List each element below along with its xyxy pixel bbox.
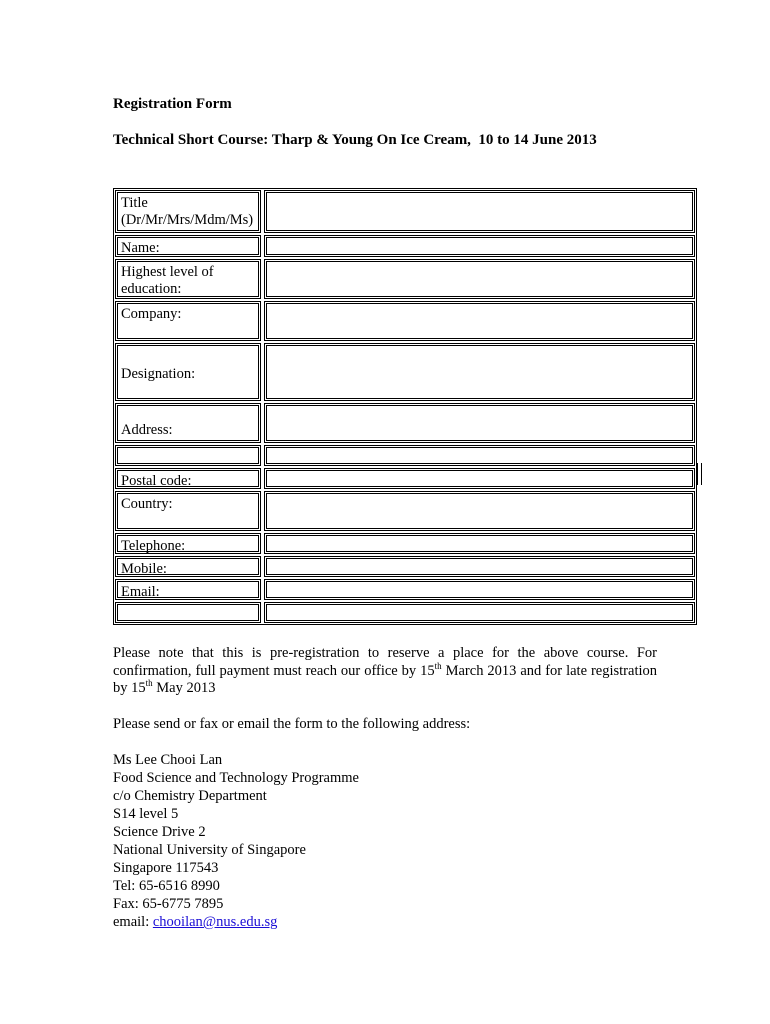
- postal-code-field[interactable]: [264, 468, 695, 489]
- ordinal-suffix: th: [434, 660, 442, 671]
- table-row: [115, 491, 695, 531]
- registration-table: [113, 188, 697, 625]
- education-field[interactable]: [264, 259, 695, 299]
- course-subheading: Technical Short Course: Tharp & Young On Ice Cream, 10 to 14 June 2013: [113, 132, 597, 148]
- table-row: [115, 602, 695, 623]
- table-row: [115, 343, 695, 401]
- note-text: March 2013 and for late registration by 15: [113, 662, 657, 696]
- ordinal-suffix: th: [145, 678, 153, 689]
- contact-address: [113, 751, 359, 931]
- send-instruction: Please send or fax or email the form to the following address:: [113, 716, 471, 732]
- address-line: S14 level 5: [113, 806, 179, 822]
- address-line: c/o Chemistry Department: [113, 788, 267, 804]
- title-field[interactable]: [264, 190, 695, 233]
- address-line: Food Science and Technology Programme: [113, 770, 359, 786]
- address-line: Tel: 65-6516 8990: [113, 878, 220, 894]
- telephone-label: Telephone:: [115, 533, 261, 554]
- form-heading: Registration Form: [113, 96, 232, 112]
- company-label: Company:: [115, 301, 261, 341]
- name-label: Name:: [115, 235, 261, 257]
- designation-label: Designation:: [115, 343, 261, 401]
- address-line: Singapore 117543: [113, 860, 219, 876]
- note-text: May 2013: [152, 680, 216, 696]
- email-link[interactable]: chooilan@nus.edu.sg: [152, 914, 278, 930]
- table-row: [115, 579, 695, 600]
- pre-registration-note: [113, 645, 657, 698]
- table-row: [115, 235, 695, 257]
- email-field[interactable]: [264, 579, 695, 600]
- mobile-label: Mobile:: [115, 556, 261, 577]
- table-row: [115, 190, 695, 233]
- table-row: [115, 533, 695, 554]
- email-prefix: email:: [113, 914, 153, 930]
- postal-code-label: Postal code:: [115, 468, 261, 489]
- title-label: Title (Dr/Mr/Mrs/Mdm/Ms): [115, 190, 261, 233]
- company-field[interactable]: [264, 301, 695, 341]
- country-label: Country:: [115, 491, 261, 531]
- address-line: Science Drive 2: [113, 824, 206, 840]
- address-line: Fax: 65-6775 7895: [113, 896, 224, 912]
- name-field[interactable]: [264, 235, 695, 257]
- education-label: Highest level of education:: [115, 259, 261, 299]
- mobile-field[interactable]: [264, 556, 695, 577]
- blank-field[interactable]: [264, 602, 695, 623]
- email-label: Email:: [115, 579, 261, 600]
- country-field[interactable]: [264, 491, 695, 531]
- address-line: Ms Lee Chooi Lan: [113, 752, 223, 768]
- address-label: Address:: [115, 403, 261, 443]
- telephone-field[interactable]: [264, 533, 695, 554]
- address-extra-field[interactable]: [264, 445, 695, 466]
- address-line: National University of Singapore: [113, 842, 306, 858]
- designation-field[interactable]: [264, 343, 695, 401]
- table-row: [115, 556, 695, 577]
- blank-label: [115, 602, 261, 623]
- table-row: [115, 445, 695, 466]
- table-row: [115, 301, 695, 341]
- note-text: Please note that this is pre-registration to reserve a place for the above course. For confirmation, full payment must reach our office by 15: [113, 645, 657, 679]
- address-field[interactable]: [264, 403, 695, 443]
- table-row: [115, 468, 695, 489]
- table-edge-mark: [697, 463, 702, 485]
- table-row: [115, 403, 695, 443]
- address-extra-label: [115, 445, 261, 466]
- table-row: [115, 259, 695, 299]
- email-line: [113, 913, 359, 931]
